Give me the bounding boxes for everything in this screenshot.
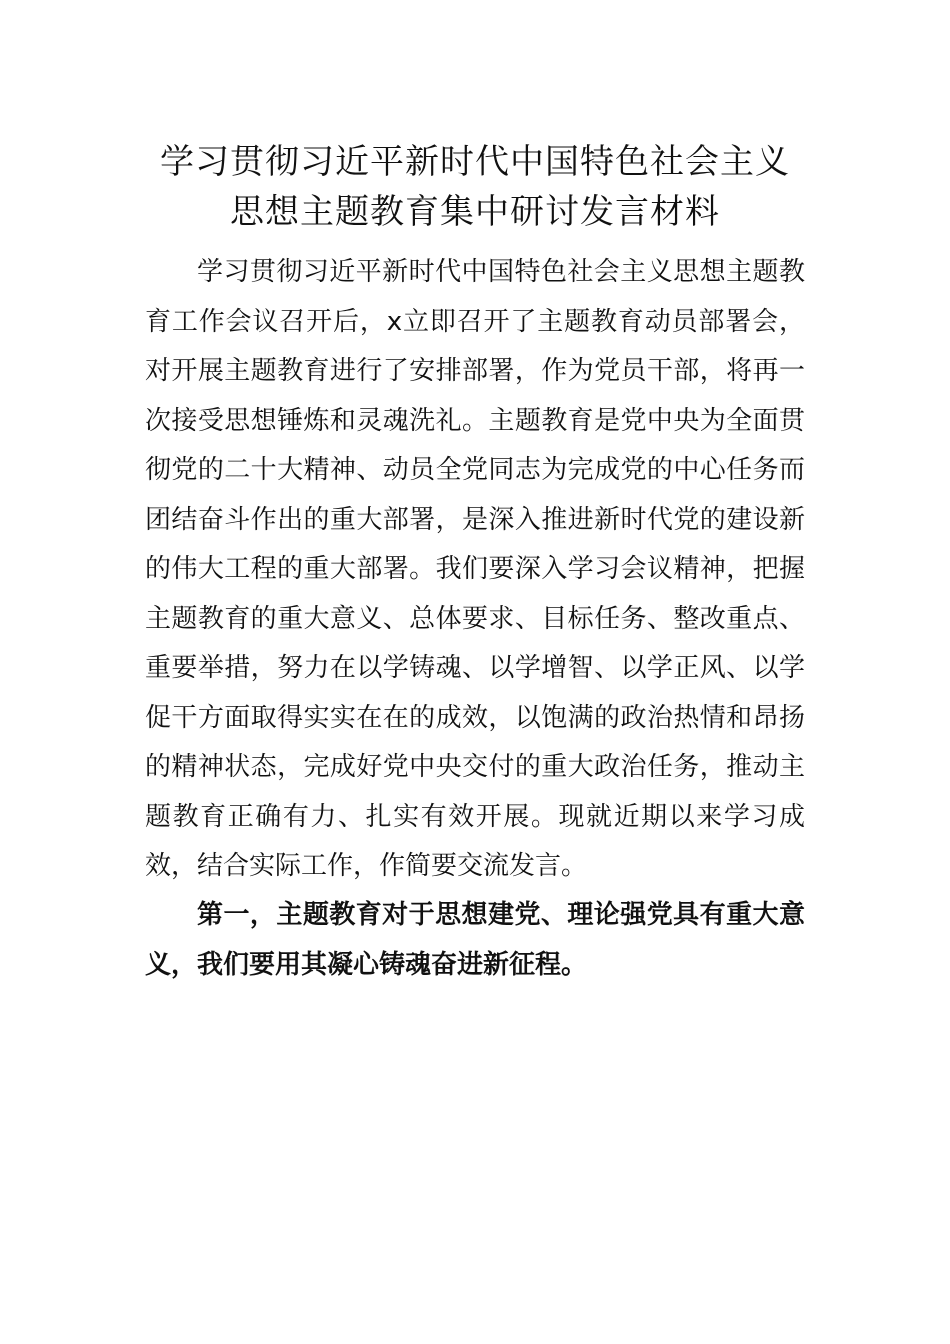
body-paragraph-first-point: 第一，主题教育对于思想建党、理论强党具有重大意义，我们要用其凝心铸魂奋进新征程。 bbox=[145, 900, 805, 980]
document-title-line-2: 思想主题教育集中研讨发言材料 bbox=[230, 192, 720, 232]
document-title-line-1: 学习贯彻习近平新时代中国特色社会主义 bbox=[160, 142, 790, 182]
body-paragraph-intro: 学习贯彻习近平新时代中国特色社会主义思想主题教育工作会议召开后，x立即召开了主题教育动员部署会，对开展主题教育进行了安排部署，作为党员干部，将再一次接受思想锤炼和灵魂洗礼。主题教育是党中央为全面贯彻党的二十大精神、动员全党同志为完成党的中心任务而团结奋斗作出的重大部署，是深入推进新时代党的建设新的伟大工程的重大部署。我们要深入学习会议精神，把握主题教育的重大意义、总体要求、目标任务、整改重点、重要举措，努力在以学铸魂、以学增智、以学正风、以学促干方面取得实实在在的成效，以饱满的政治热情和昂扬的精神状态，完成好党中央交付的重大政治任务，推动主题教育正确有力、扎实有效开展。现就近期以来学习成效，结合实际工作，作简要交流发言。 bbox=[145, 257, 805, 881]
